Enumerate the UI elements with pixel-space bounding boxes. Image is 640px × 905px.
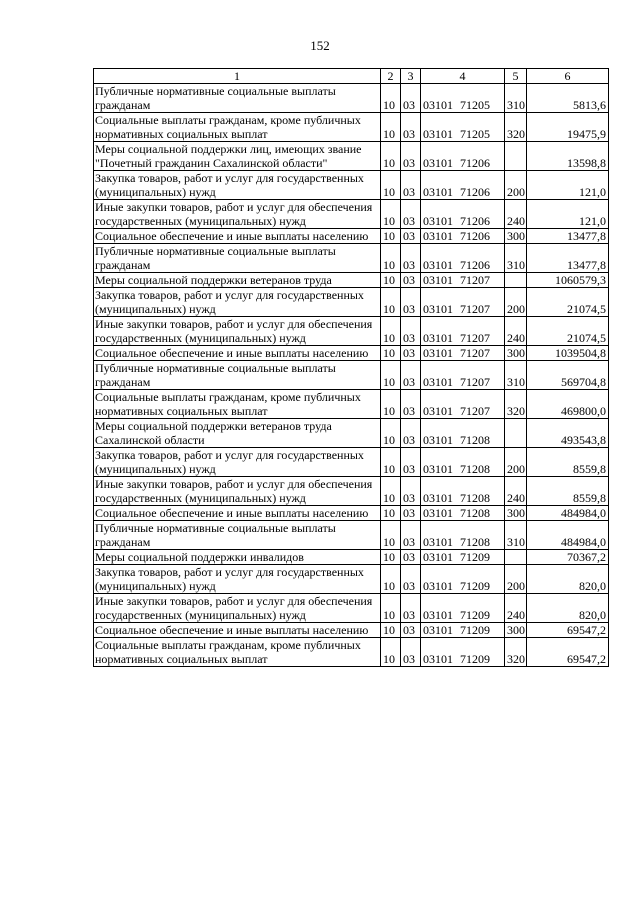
target-article-cell: 03101 71209 (421, 565, 505, 594)
target-article-cell: 03101 71206 (421, 171, 505, 200)
amount-cell: 1039504,8 (527, 346, 609, 361)
expense-type-cell: 300 (505, 229, 527, 244)
page-number: 152 (310, 38, 330, 53)
row-name-cell: Публичные нормативные социальные выплаты гражданам (94, 244, 381, 273)
target-article-cell: 03101 71208 (421, 506, 505, 521)
section-cell: 10 (381, 623, 401, 638)
target-article-cell: 03101 71206 (421, 200, 505, 229)
target-article-cell: 03101 71209 (421, 623, 505, 638)
section-cell: 10 (381, 550, 401, 565)
subsection-cell: 03 (401, 113, 421, 142)
row-name-cell: Меры социальной поддержки ветеранов труда (94, 273, 381, 288)
row-name-cell: Закупка товаров, работ и услуг для государственных (муниципальных) нужд (94, 448, 381, 477)
amount-cell: 13598,8 (527, 142, 609, 171)
table-row (94, 448, 609, 477)
row-name-cell: Социальное обеспечение и иные выплаты населению (94, 506, 381, 521)
amount-cell: 19475,9 (527, 113, 609, 142)
expense-type-cell: 310 (505, 84, 527, 113)
target-article-cell: 03101 71207 (421, 390, 505, 419)
expense-type-cell: 300 (505, 346, 527, 361)
target-article-cell: 03101 71209 (421, 594, 505, 623)
column-header-2: 2 (381, 69, 401, 84)
section-cell: 10 (381, 448, 401, 477)
subsection-cell: 03 (401, 244, 421, 273)
expense-type-cell: 240 (505, 594, 527, 623)
target-article-cell: 03101 71205 (421, 84, 505, 113)
target-article-cell: 03101 71208 (421, 477, 505, 506)
row-name-cell: Закупка товаров, работ и услуг для государственных (муниципальных) нужд (94, 171, 381, 200)
column-header-5: 5 (505, 69, 527, 84)
amount-cell: 484984,0 (527, 506, 609, 521)
expense-type-cell: 300 (505, 623, 527, 638)
expense-type-cell: 240 (505, 200, 527, 229)
section-cell: 10 (381, 142, 401, 171)
amount-cell: 21074,5 (527, 288, 609, 317)
row-name-cell: Иные закупки товаров, работ и услуг для обеспечения государственных (муниципальных) нужд (94, 477, 381, 506)
section-cell: 10 (381, 113, 401, 142)
target-article-cell: 03101 71207 (421, 288, 505, 317)
section-cell: 10 (381, 171, 401, 200)
target-article-cell: 03101 71208 (421, 521, 505, 550)
row-name-cell: Социальные выплаты гражданам, кроме публичных нормативных социальных выплат (94, 390, 381, 419)
table-row (94, 638, 609, 667)
target-article-cell: 03101 71207 (421, 317, 505, 346)
row-name-cell: Социальное обеспечение и иные выплаты населению (94, 623, 381, 638)
expense-type-cell: 310 (505, 521, 527, 550)
section-cell: 10 (381, 506, 401, 521)
table-row (94, 244, 609, 273)
subsection-cell: 03 (401, 229, 421, 244)
amount-cell: 70367,2 (527, 550, 609, 565)
expense-type-cell: 200 (505, 171, 527, 200)
column-header-1: 1 (94, 69, 381, 84)
section-cell: 10 (381, 200, 401, 229)
section-cell: 10 (381, 638, 401, 667)
column-header-3: 3 (401, 69, 421, 84)
target-article-cell: 03101 71207 (421, 273, 505, 288)
table-row (94, 623, 609, 638)
target-article-cell: 03101 71206 (421, 142, 505, 171)
subsection-cell: 03 (401, 506, 421, 521)
table-row (94, 550, 609, 565)
section-cell: 10 (381, 317, 401, 346)
table-row (94, 317, 609, 346)
amount-cell: 13477,8 (527, 244, 609, 273)
subsection-cell: 03 (401, 565, 421, 594)
target-article-cell: 03101 71207 (421, 346, 505, 361)
row-name-cell: Закупка товаров, работ и услуг для государственных (муниципальных) нужд (94, 288, 381, 317)
subsection-cell: 03 (401, 623, 421, 638)
subsection-cell: 03 (401, 361, 421, 390)
section-cell: 10 (381, 346, 401, 361)
column-header-4: 4 (421, 69, 505, 84)
section-cell: 10 (381, 84, 401, 113)
row-name-cell: Иные закупки товаров, работ и услуг для обеспечения государственных (муниципальных) нужд (94, 200, 381, 229)
target-article-cell: 03101 71208 (421, 448, 505, 477)
table-row (94, 521, 609, 550)
subsection-cell: 03 (401, 84, 421, 113)
subsection-cell: 03 (401, 594, 421, 623)
table-row (94, 419, 609, 448)
amount-cell: 820,0 (527, 594, 609, 623)
amount-cell: 469800,0 (527, 390, 609, 419)
subsection-cell: 03 (401, 550, 421, 565)
target-article-cell: 03101 71209 (421, 638, 505, 667)
table-row (94, 288, 609, 317)
subsection-cell: 03 (401, 638, 421, 667)
section-cell: 10 (381, 419, 401, 448)
target-article-cell: 03101 71207 (421, 361, 505, 390)
row-name-cell: Социальные выплаты гражданам, кроме публичных нормативных социальных выплат (94, 638, 381, 667)
subsection-cell: 03 (401, 419, 421, 448)
subsection-cell: 03 (401, 288, 421, 317)
row-name-cell: Социальные выплаты гражданам, кроме публичных нормативных социальных выплат (94, 113, 381, 142)
row-name-cell: Закупка товаров, работ и услуг для государственных (муниципальных) нужд (94, 565, 381, 594)
amount-cell: 69547,2 (527, 623, 609, 638)
amount-cell: 13477,8 (527, 229, 609, 244)
amount-cell: 69547,2 (527, 638, 609, 667)
table-row (94, 84, 609, 113)
target-article-cell: 03101 71206 (421, 244, 505, 273)
expense-type-cell: 320 (505, 638, 527, 667)
expense-type-cell: 320 (505, 390, 527, 419)
subsection-cell: 03 (401, 273, 421, 288)
expense-type-cell: 200 (505, 288, 527, 317)
table-row (94, 390, 609, 419)
expense-type-cell (505, 419, 527, 448)
row-name-cell: Публичные нормативные социальные выплаты гражданам (94, 361, 381, 390)
row-name-cell: Меры социальной поддержки инвалидов (94, 550, 381, 565)
target-article-cell: 03101 71205 (421, 113, 505, 142)
amount-cell: 5813,6 (527, 84, 609, 113)
table-row (94, 506, 609, 521)
column-header-6: 6 (527, 69, 609, 84)
table-row (94, 565, 609, 594)
section-cell: 10 (381, 229, 401, 244)
row-name-cell: Публичные нормативные социальные выплаты гражданам (94, 521, 381, 550)
subsection-cell: 03 (401, 171, 421, 200)
expense-type-cell: 310 (505, 361, 527, 390)
expense-type-cell (505, 142, 527, 171)
expense-type-cell: 320 (505, 113, 527, 142)
amount-cell: 484984,0 (527, 521, 609, 550)
amount-cell: 21074,5 (527, 317, 609, 346)
target-article-cell: 03101 71206 (421, 229, 505, 244)
table-row (94, 171, 609, 200)
amount-cell: 8559,8 (527, 477, 609, 506)
row-name-cell: Социальное обеспечение и иные выплаты населению (94, 229, 381, 244)
table-row (94, 361, 609, 390)
budget-table (93, 68, 609, 667)
subsection-cell: 03 (401, 142, 421, 171)
section-cell: 10 (381, 273, 401, 288)
subsection-cell: 03 (401, 390, 421, 419)
section-cell: 10 (381, 477, 401, 506)
row-name-cell: Иные закупки товаров, работ и услуг для обеспечения государственных (муниципальных) нужд (94, 317, 381, 346)
section-cell: 10 (381, 390, 401, 419)
row-name-cell: Публичные нормативные социальные выплаты гражданам (94, 84, 381, 113)
amount-cell: 121,0 (527, 200, 609, 229)
table-row (94, 142, 609, 171)
table-row (94, 273, 609, 288)
header-row (94, 69, 609, 84)
amount-cell: 820,0 (527, 565, 609, 594)
subsection-cell: 03 (401, 317, 421, 346)
subsection-cell: 03 (401, 346, 421, 361)
section-cell: 10 (381, 288, 401, 317)
amount-cell: 121,0 (527, 171, 609, 200)
row-name-cell: Иные закупки товаров, работ и услуг для обеспечения государственных (муниципальных) нужд (94, 594, 381, 623)
section-cell: 10 (381, 361, 401, 390)
expense-type-cell: 310 (505, 244, 527, 273)
table-row (94, 346, 609, 361)
row-name-cell: Социальное обеспечение и иные выплаты населению (94, 346, 381, 361)
amount-cell: 1060579,3 (527, 273, 609, 288)
expense-type-cell: 200 (505, 565, 527, 594)
amount-cell: 569704,8 (527, 361, 609, 390)
subsection-cell: 03 (401, 448, 421, 477)
row-name-cell: Меры социальной поддержки ветеранов труда Сахалинской области (94, 419, 381, 448)
section-cell: 10 (381, 565, 401, 594)
target-article-cell: 03101 71208 (421, 419, 505, 448)
expense-type-cell: 240 (505, 317, 527, 346)
amount-cell: 8559,8 (527, 448, 609, 477)
subsection-cell: 03 (401, 521, 421, 550)
table-row (94, 113, 609, 142)
section-cell: 10 (381, 521, 401, 550)
subsection-cell: 03 (401, 200, 421, 229)
section-cell: 10 (381, 244, 401, 273)
expense-type-cell: 240 (505, 477, 527, 506)
table-body (94, 84, 609, 667)
amount-cell: 493543,8 (527, 419, 609, 448)
subsection-cell: 03 (401, 477, 421, 506)
section-cell: 10 (381, 594, 401, 623)
expense-type-cell (505, 550, 527, 565)
table-row (94, 477, 609, 506)
table-row (94, 594, 609, 623)
expense-type-cell: 200 (505, 448, 527, 477)
expense-type-cell: 300 (505, 506, 527, 521)
table-row (94, 200, 609, 229)
table-row (94, 229, 609, 244)
row-name-cell: Меры социальной поддержки лиц, имеющих звание "Почетный гражданин Сахалинской области" (94, 142, 381, 171)
target-article-cell: 03101 71209 (421, 550, 505, 565)
expense-type-cell (505, 273, 527, 288)
